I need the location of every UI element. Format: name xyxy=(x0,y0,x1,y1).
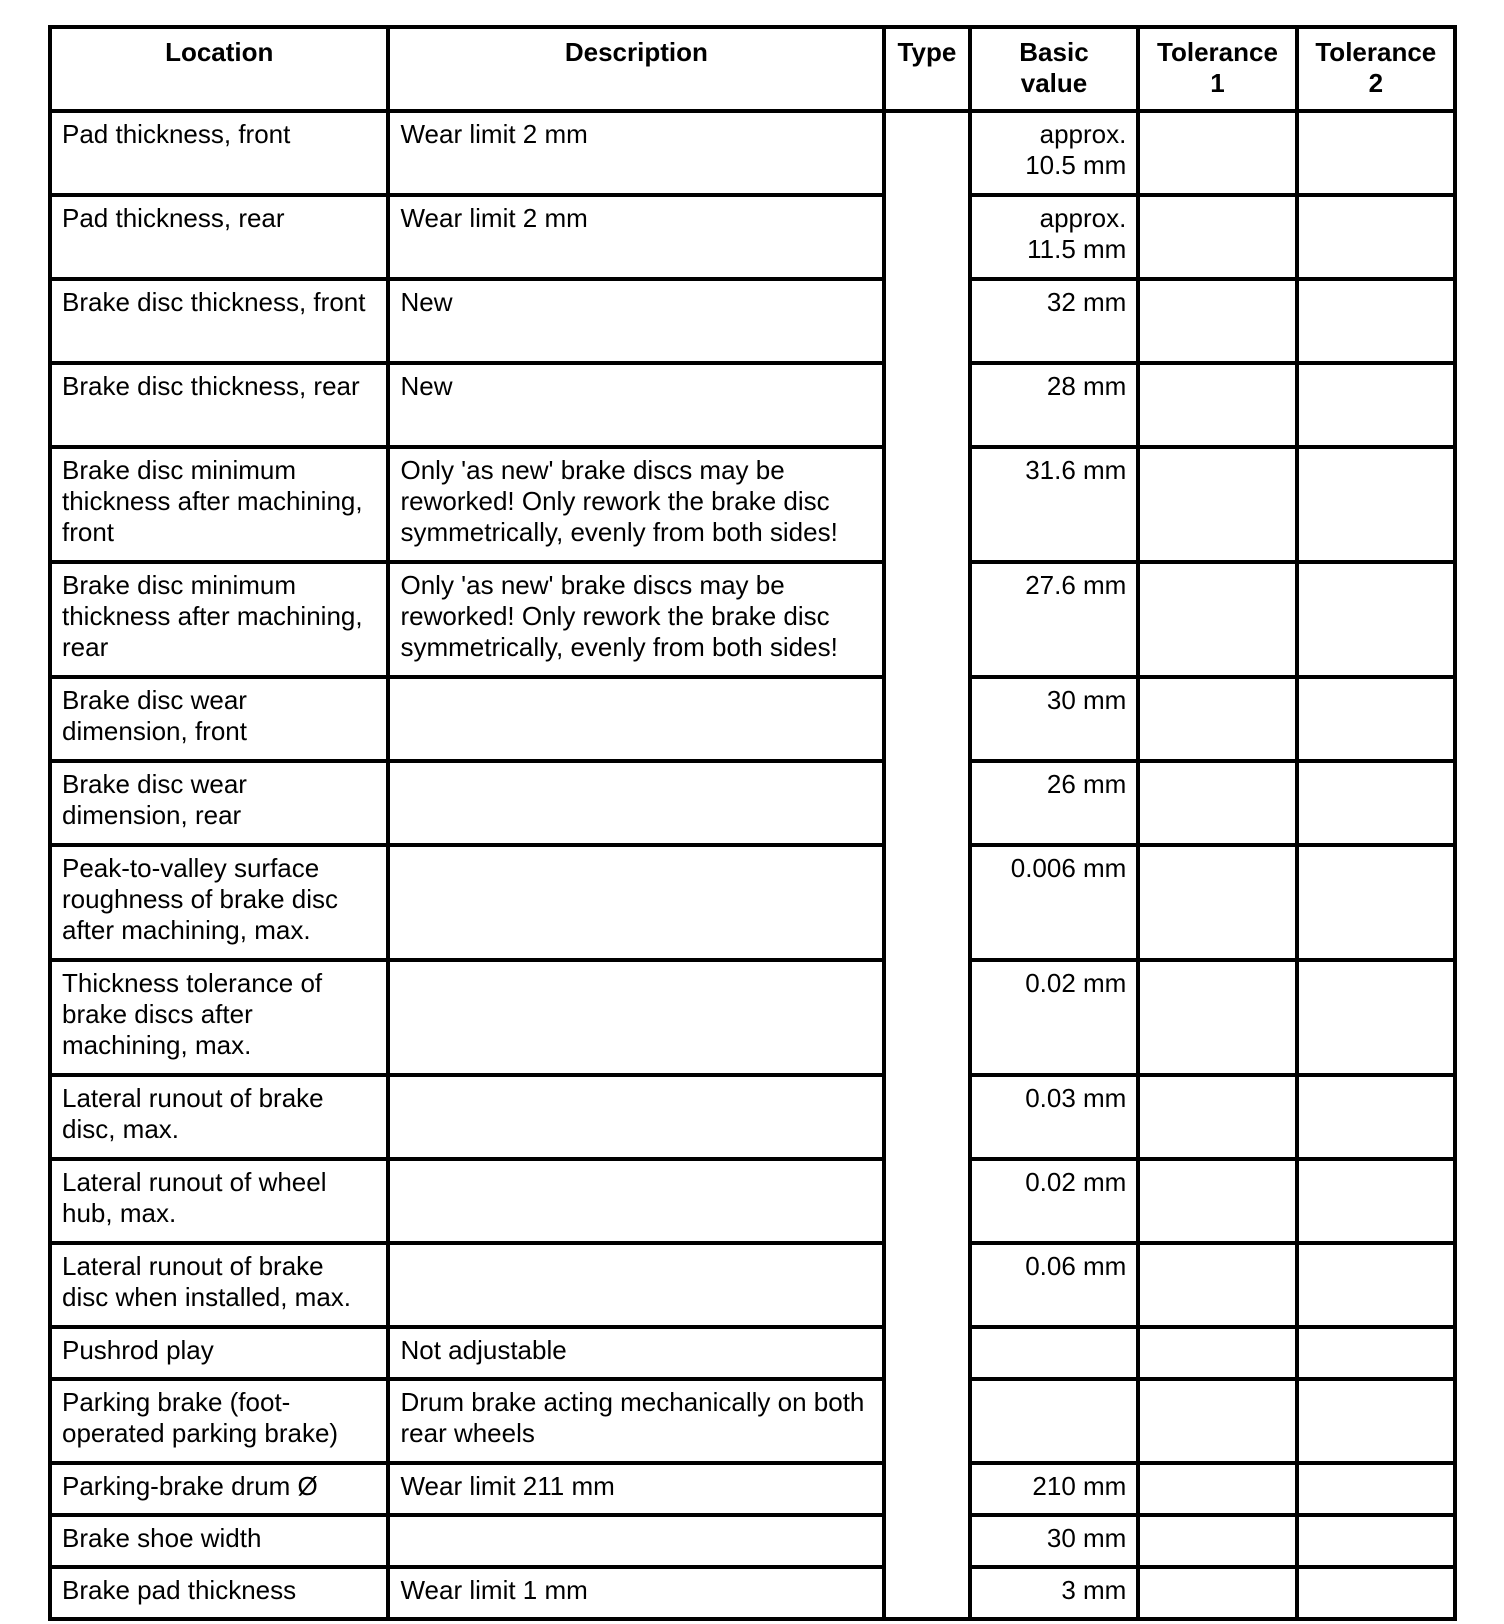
cell-description xyxy=(388,761,884,845)
cell-type xyxy=(884,761,969,845)
cell-tolerance-1 xyxy=(1138,1243,1296,1327)
cell-location: Brake disc minimum thickness after machining, rear xyxy=(50,562,388,677)
cell-tolerance-1 xyxy=(1138,1463,1296,1515)
cell-location: Lateral runout of brake disc when installed, max. xyxy=(50,1243,388,1327)
cell-basic-value: 30 mm xyxy=(970,677,1139,761)
cell-tolerance-2 xyxy=(1297,1243,1455,1327)
cell-type xyxy=(884,1379,969,1463)
cell-basic-value: 28 mm xyxy=(970,363,1139,447)
cell-description xyxy=(388,1243,884,1327)
cell-description: New xyxy=(388,363,884,447)
cell-type xyxy=(884,1463,969,1515)
cell-basic-value: approx. 11.5 mm xyxy=(970,195,1139,279)
table-row xyxy=(50,761,1455,845)
table-row xyxy=(50,1075,1455,1159)
cell-basic-value: 0.02 mm xyxy=(970,960,1139,1075)
header-description: Description xyxy=(388,27,884,111)
cell-description: Wear limit 1 mm xyxy=(388,1567,884,1619)
cell-location: Brake disc thickness, rear xyxy=(50,363,388,447)
cell-tolerance-1 xyxy=(1138,1159,1296,1243)
cell-location: Pad thickness, front xyxy=(50,111,388,195)
cell-type xyxy=(884,363,969,447)
cell-location: Parking brake (foot-operated parking brake) xyxy=(50,1379,388,1463)
table-body xyxy=(50,111,1455,1619)
cell-type xyxy=(884,1243,969,1327)
cell-type xyxy=(884,845,969,960)
cell-basic-value: approx. 10.5 mm xyxy=(970,111,1139,195)
cell-type xyxy=(884,1159,969,1243)
cell-tolerance-2 xyxy=(1297,279,1455,363)
cell-description xyxy=(388,1159,884,1243)
cell-type xyxy=(884,1515,969,1567)
cell-tolerance-1 xyxy=(1138,111,1296,195)
cell-type xyxy=(884,960,969,1075)
header-basic-value-line1: Basic xyxy=(1019,37,1089,67)
cell-tolerance-2 xyxy=(1297,960,1455,1075)
header-tolerance-1-line1: Tolerance xyxy=(1157,37,1278,67)
cell-location: Brake pad thickness xyxy=(50,1567,388,1619)
table-row xyxy=(50,1515,1455,1567)
cell-tolerance-2 xyxy=(1297,363,1455,447)
cell-basic-value: 210 mm xyxy=(970,1463,1139,1515)
cell-description: Wear limit 2 mm xyxy=(388,111,884,195)
cell-type xyxy=(884,195,969,279)
header-tolerance-2-line1: Tolerance xyxy=(1315,37,1437,67)
cell-tolerance-2 xyxy=(1297,1075,1455,1159)
table-row xyxy=(50,1379,1455,1463)
header-type: Type xyxy=(884,27,969,111)
cell-description: Only 'as new' brake discs may be reworked! Only rework the brake disc symmetrically, evenly from both sides! xyxy=(388,562,884,677)
header-tolerance-2 xyxy=(1297,27,1455,111)
cell-basic-value xyxy=(970,1379,1139,1463)
cell-tolerance-2 xyxy=(1297,111,1455,195)
cell-type xyxy=(884,1075,969,1159)
cell-tolerance-1 xyxy=(1138,960,1296,1075)
table-row xyxy=(50,677,1455,761)
cell-tolerance-1 xyxy=(1138,562,1296,677)
table-row xyxy=(50,279,1455,363)
header-tolerance-1 xyxy=(1138,27,1296,111)
cell-location: Brake disc minimum thickness after machining, front xyxy=(50,447,388,562)
cell-basic-value: 26 mm xyxy=(970,761,1139,845)
cell-tolerance-2 xyxy=(1297,1463,1455,1515)
cell-tolerance-2 xyxy=(1297,1515,1455,1567)
table-header-row xyxy=(50,27,1455,111)
header-basic-value-line2: value xyxy=(1020,68,1088,98)
cell-location: Lateral runout of brake disc, max. xyxy=(50,1075,388,1159)
table-row xyxy=(50,111,1455,195)
cell-tolerance-2 xyxy=(1297,761,1455,845)
cell-description: New xyxy=(388,279,884,363)
header-tolerance-1-line2: 1 xyxy=(1210,68,1225,98)
cell-basic-value: 0.06 mm xyxy=(970,1243,1139,1327)
cell-type xyxy=(884,447,969,562)
header-tolerance-2-line2: 2 xyxy=(1368,68,1384,98)
cell-tolerance-1 xyxy=(1138,447,1296,562)
table-row xyxy=(50,1327,1455,1379)
cell-location: Thickness tolerance of brake discs after machining, max. xyxy=(50,960,388,1075)
cell-tolerance-2 xyxy=(1297,1159,1455,1243)
cell-tolerance-1 xyxy=(1138,1567,1296,1619)
cell-location: Peak-to-valley surface roughness of brake disc after machining, max. xyxy=(50,845,388,960)
brake-spec-table xyxy=(48,25,1457,1621)
cell-type xyxy=(884,562,969,677)
cell-tolerance-2 xyxy=(1297,1327,1455,1379)
cell-tolerance-2 xyxy=(1297,1379,1455,1463)
cell-type xyxy=(884,1567,969,1619)
cell-basic-value: 0.006 mm xyxy=(970,845,1139,960)
cell-location: Brake disc thickness, front xyxy=(50,279,388,363)
cell-tolerance-1 xyxy=(1138,1379,1296,1463)
cell-basic-value: 30 mm xyxy=(970,1515,1139,1567)
cell-type xyxy=(884,1327,969,1379)
table-row xyxy=(50,1463,1455,1515)
table-row xyxy=(50,845,1455,960)
cell-description: Drum brake acting mechanically on both rear wheels xyxy=(388,1379,884,1463)
header-basic-value xyxy=(970,27,1139,111)
cell-tolerance-1 xyxy=(1138,761,1296,845)
cell-location: Lateral runout of wheel hub, max. xyxy=(50,1159,388,1243)
cell-tolerance-1 xyxy=(1138,1327,1296,1379)
cell-tolerance-1 xyxy=(1138,1075,1296,1159)
table-row xyxy=(50,1567,1455,1619)
cell-tolerance-2 xyxy=(1297,677,1455,761)
cell-basic-value: 0.03 mm xyxy=(970,1075,1139,1159)
table-row xyxy=(50,960,1455,1075)
cell-type xyxy=(884,677,969,761)
cell-basic-value xyxy=(970,1327,1139,1379)
cell-tolerance-1 xyxy=(1138,845,1296,960)
cell-tolerance-1 xyxy=(1138,279,1296,363)
cell-tolerance-2 xyxy=(1297,447,1455,562)
cell-description xyxy=(388,1515,884,1567)
cell-description: Wear limit 211 mm xyxy=(388,1463,884,1515)
cell-tolerance-1 xyxy=(1138,363,1296,447)
table-row xyxy=(50,363,1455,447)
cell-description xyxy=(388,845,884,960)
cell-description: Only 'as new' brake discs may be reworked! Only rework the brake disc symmetrically, evenly from both sides! xyxy=(388,447,884,562)
cell-type xyxy=(884,279,969,363)
table-row xyxy=(50,195,1455,279)
cell-description: Not adjustable xyxy=(388,1327,884,1379)
cell-location: Brake disc wear dimension, rear xyxy=(50,761,388,845)
table-row xyxy=(50,562,1455,677)
cell-location: Brake shoe width xyxy=(50,1515,388,1567)
table-row xyxy=(50,1243,1455,1327)
cell-type xyxy=(884,111,969,195)
cell-location: Brake disc wear dimension, front xyxy=(50,677,388,761)
cell-description xyxy=(388,1075,884,1159)
table-row xyxy=(50,447,1455,562)
cell-tolerance-1 xyxy=(1138,677,1296,761)
cell-description xyxy=(388,677,884,761)
cell-location: Parking-brake drum Ø xyxy=(50,1463,388,1515)
cell-basic-value: 31.6 mm xyxy=(970,447,1139,562)
cell-description xyxy=(388,960,884,1075)
cell-basic-value: 3 mm xyxy=(970,1567,1139,1619)
cell-basic-value: 32 mm xyxy=(970,279,1139,363)
cell-basic-value: 27.6 mm xyxy=(970,562,1139,677)
cell-tolerance-2 xyxy=(1297,1567,1455,1619)
cell-location: Pushrod play xyxy=(50,1327,388,1379)
cell-location: Pad thickness, rear xyxy=(50,195,388,279)
cell-tolerance-1 xyxy=(1138,195,1296,279)
cell-description: Wear limit 2 mm xyxy=(388,195,884,279)
table-row xyxy=(50,1159,1455,1243)
cell-tolerance-2 xyxy=(1297,562,1455,677)
cell-tolerance-2 xyxy=(1297,845,1455,960)
cell-basic-value: 0.02 mm xyxy=(970,1159,1139,1243)
cell-tolerance-1 xyxy=(1138,1515,1296,1567)
header-location: Location xyxy=(50,27,388,111)
cell-tolerance-2 xyxy=(1297,195,1455,279)
